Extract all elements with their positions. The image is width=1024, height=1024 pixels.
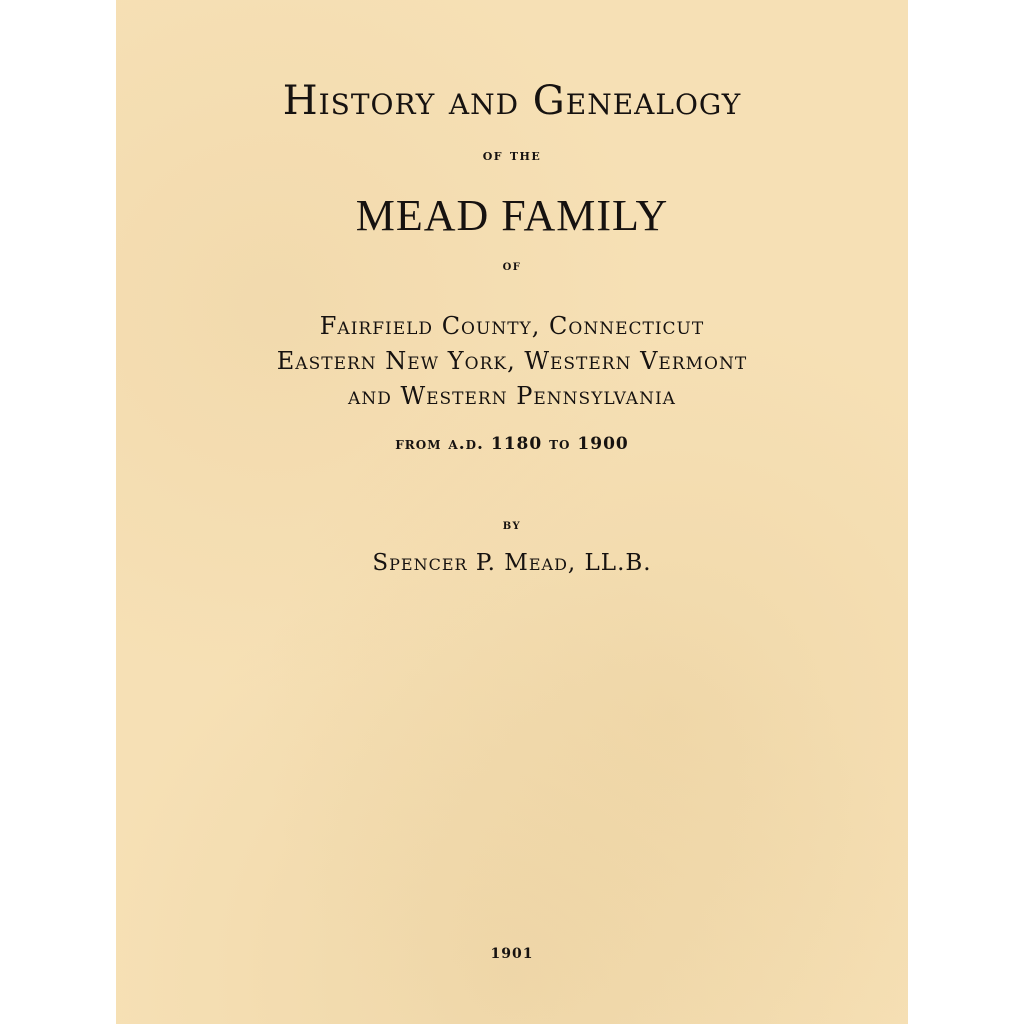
region-line-3: and Western Pennsylvania bbox=[348, 382, 676, 410]
publication-year: 1901 bbox=[490, 946, 534, 962]
title-page bbox=[116, 0, 908, 1024]
title-connector-of-the: of the bbox=[482, 146, 542, 164]
date-range: from a.d. 1180 to 1900 bbox=[395, 434, 629, 454]
author-name: Spencer P. Mead, LL.B. bbox=[372, 550, 652, 576]
title-connector-of: of bbox=[502, 258, 522, 274]
region-line-1: Fairfield County, Connecticut bbox=[319, 312, 705, 340]
book-title: History and Genealogy bbox=[282, 78, 742, 124]
region-line-2: Eastern New York, Western Vermont bbox=[276, 347, 748, 375]
family-name-heading: MEAD FAMILY bbox=[355, 191, 669, 240]
by-label: by bbox=[502, 517, 522, 533]
